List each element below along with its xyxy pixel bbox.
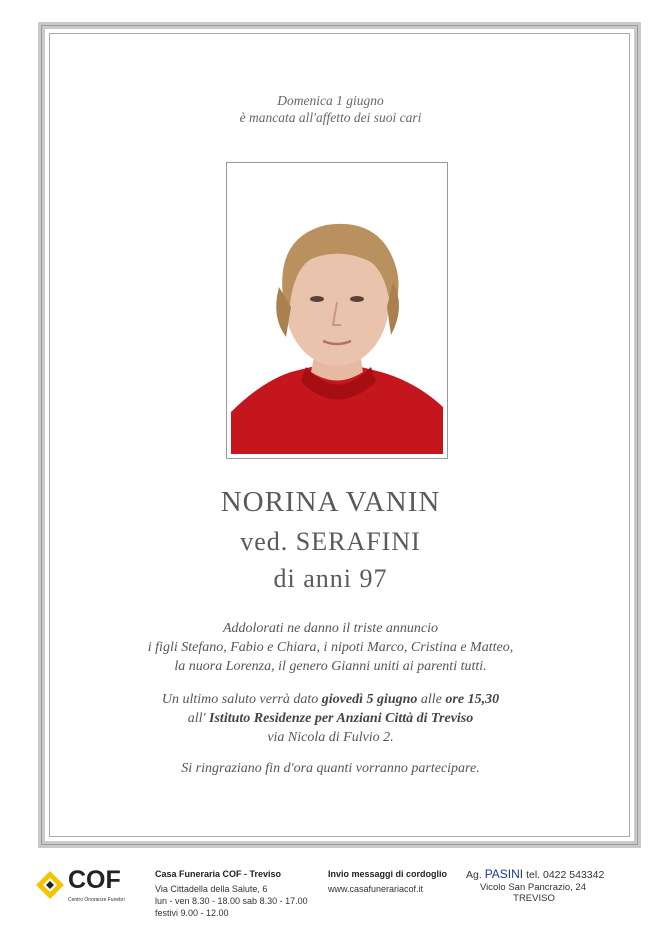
condolences-link[interactable]: www.casafunerariacof.it	[328, 884, 424, 894]
agency-address: Vicolo San Pancrazio, 24	[480, 882, 586, 893]
family-line-3: la nuora Lorenza, il genero Gianni uniti ai parenti tutti.	[174, 659, 487, 674]
family-line-2: i figli Stefano, Fabio e Chiara, i nipoti Marco, Cristina e Matteo,	[147, 640, 514, 655]
condolences-label: Invio messaggi di cordoglio	[328, 869, 448, 879]
agency-info	[466, 867, 618, 904]
agency-city: TREVISO	[513, 893, 555, 904]
condolences-info	[328, 868, 447, 895]
age-line: di anni 97	[273, 564, 388, 593]
funeral-home-info	[155, 868, 308, 919]
agency-phone: tel. 0422 543342	[526, 869, 605, 881]
farewell-address: via Nicola di Fulvio 2.	[267, 730, 394, 745]
cof-logo-subtitle: Centro Onoranze Funebri	[68, 897, 125, 903]
agency-prefix: Ag.	[466, 869, 482, 881]
date-line: Domenica 1 giugno	[277, 93, 384, 108]
funeral-home-hours: lun - ven 8.30 - 18.00 sab 8.30 - 17.00	[155, 896, 308, 906]
deceased-name: NORINA VANIN	[220, 486, 441, 518]
farewell-line-2	[0, 709, 661, 728]
funeral-home-address: Via Cittadella della Salute, 6	[155, 884, 268, 894]
farewell-text: Un ultimo saluto verrà dato	[161, 692, 322, 707]
portrait-photo	[226, 162, 448, 459]
cof-logo-text: COF	[68, 866, 121, 894]
portrait-image	[231, 167, 443, 454]
family-line-1: Addolorati ne danno il triste annuncio	[222, 621, 439, 636]
farewell-date: giovedì 5 giugno	[321, 692, 418, 707]
farewell-time: ore 15,30	[445, 692, 500, 707]
cof-diamond-icon	[35, 870, 65, 900]
funeral-home-name: Casa Funeraria COF - Treviso	[155, 869, 282, 879]
agency-name: PASINI	[484, 867, 524, 881]
thanks-line: Si ringraziano fin d'ora quanti vorranno partecipare.	[181, 761, 480, 776]
funeral-home-holiday-hours: festivi 9.00 - 12.00	[155, 908, 229, 918]
farewell-line-1	[0, 690, 661, 709]
farewell-text-3: all'	[187, 711, 210, 726]
married-name: ved. SERAFINI	[240, 527, 421, 556]
passing-line: è mancata all'affetto dei suoi cari	[239, 110, 422, 125]
farewell-text-2: alle	[417, 692, 446, 707]
footer	[0, 860, 661, 930]
cof-logo	[35, 866, 145, 906]
farewell-place: Istituto Residenze per Anziani Città di Treviso	[209, 711, 474, 726]
